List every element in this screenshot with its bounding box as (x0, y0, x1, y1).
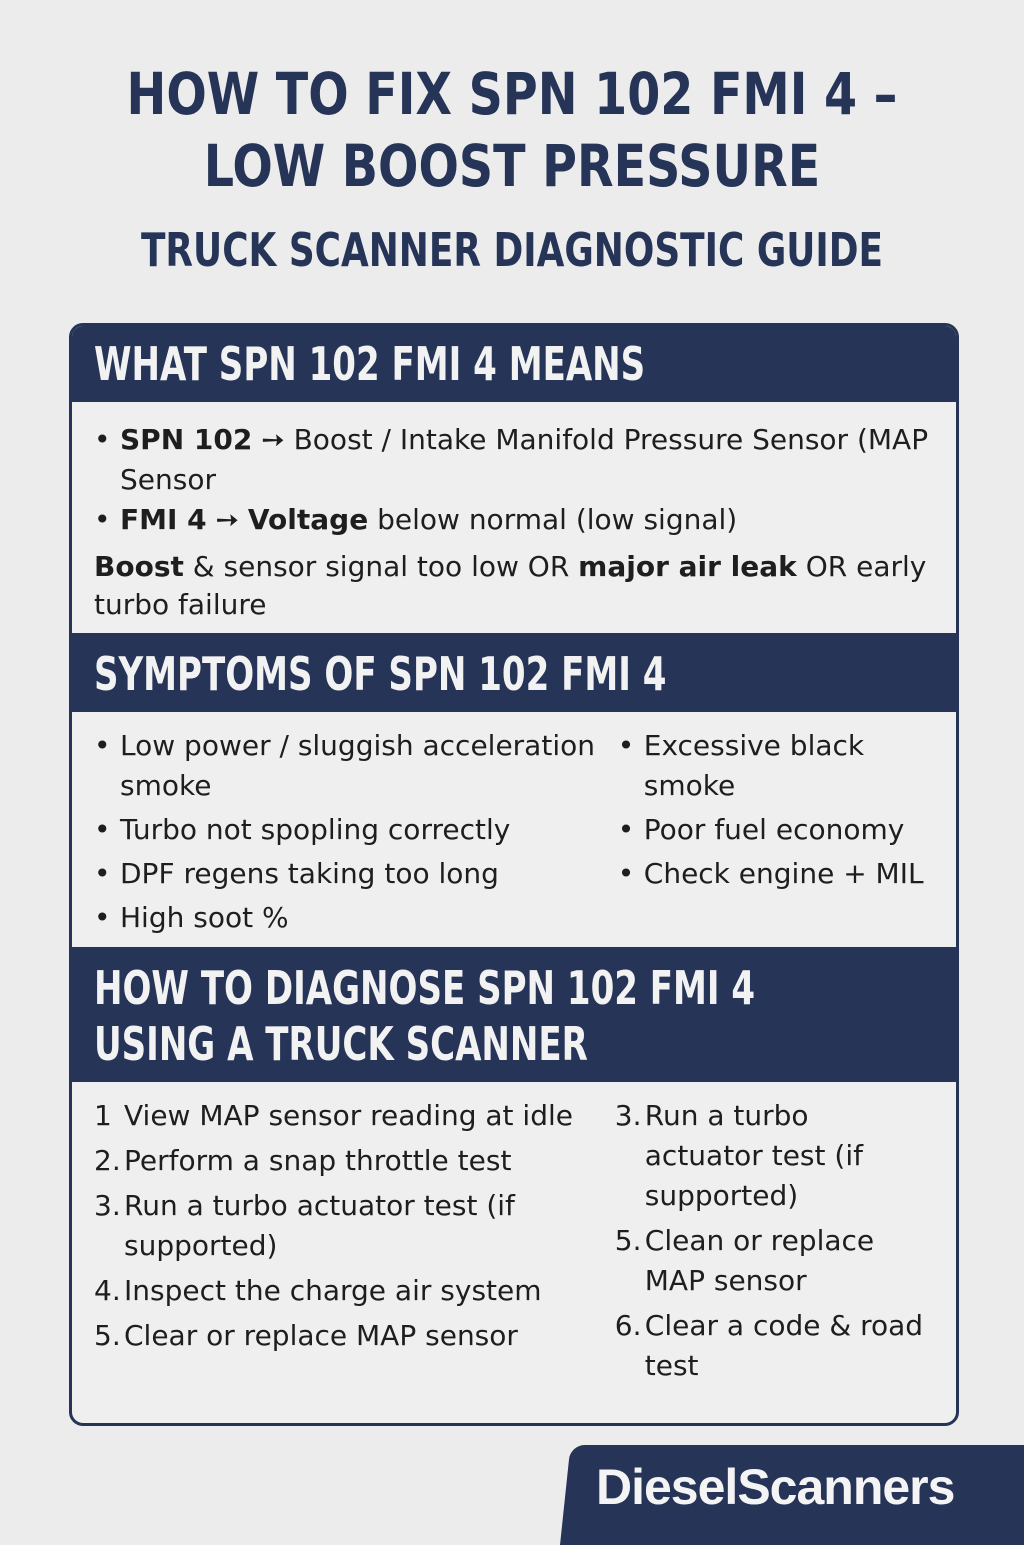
step-number: 2. (94, 1144, 121, 1177)
page-title-line-2: LOW BOOST PRESSURE (203, 132, 821, 200)
step-item (94, 1141, 615, 1181)
term-emphasis: Voltage (247, 503, 369, 536)
note-bold: major air leak (578, 550, 797, 583)
list-item: • Turbo not spopling correctly (94, 810, 618, 850)
step-text: Run a turbo actuator test (if supported) (644, 1099, 863, 1212)
section-body-symptoms (72, 712, 956, 950)
section-title-line-2: USING A TRUCK SCANNER (94, 1017, 588, 1071)
definition: Boost / Intake Manifold Pressure Sensor (MAP Sensor (120, 423, 929, 496)
list-item: • Poor fuel economy (618, 810, 934, 850)
step-number: 1 (94, 1099, 112, 1132)
symptoms-left-column (94, 726, 618, 947)
list-item: • Low power / sluggish acceleration smoke (94, 726, 618, 806)
note-text: OR early turbo failure (94, 550, 927, 621)
list-item: • High soot % (94, 898, 618, 938)
list-item: • Check engine + MIL (618, 854, 934, 894)
steps-right-column (615, 1096, 934, 1391)
definition: below normal (low signal) (368, 503, 738, 536)
symptoms-right-column (618, 726, 934, 947)
step-number: 4. (94, 1274, 121, 1307)
step-text: Clear or replace MAP sensor (124, 1319, 518, 1352)
section-title-line-1: HOW TO DIAGNOSE SPN 102 FMI 4 (94, 961, 756, 1015)
section-header-symptoms (72, 636, 956, 712)
note-text: & sensor signal too low OR (183, 550, 579, 583)
step-text: Clean or replace MAP sensor (644, 1224, 875, 1297)
section-header-diagnose (72, 950, 956, 1082)
step-text: Clear a code & road test (644, 1309, 924, 1382)
step-item (615, 1221, 934, 1301)
title-block (0, 58, 1024, 278)
list-item: • DPF regens taking too long (94, 854, 618, 894)
step-item (94, 1096, 615, 1136)
step-text: Inspect the charge air system (124, 1274, 542, 1307)
brand-logo-text: DieselScanners (596, 1459, 955, 1515)
step-item (94, 1186, 615, 1266)
list-item (94, 500, 934, 540)
step-number: 5. (94, 1319, 121, 1352)
page-title-line-1: HOW TO FIX SPN 102 FMI 4 – (126, 60, 898, 128)
list-item: • Excessive black smoke (618, 726, 934, 806)
step-number: 3. (614, 1099, 642, 1132)
step-item (94, 1316, 615, 1356)
summary-note (94, 548, 934, 624)
step-item (615, 1306, 934, 1386)
step-text: Perform a snap throttle test (124, 1144, 512, 1177)
section-title: WHAT SPN 102 FMI 4 MEANS (94, 337, 646, 391)
section-header-meaning (72, 326, 956, 402)
section-body-meaning (72, 402, 956, 636)
step-text: Run a turbo actuator test (if supported) (124, 1189, 515, 1262)
section-title: SYMPTOMS OF SPN 102 FMI 4 (94, 647, 667, 701)
step-number: 5. (614, 1224, 642, 1257)
guide-card (69, 323, 959, 1426)
step-item (94, 1271, 615, 1311)
arrow-icon: ➙ (252, 423, 294, 456)
step-text: View MAP sensor reading at idle (124, 1099, 573, 1132)
arrow-icon: ➙ (206, 503, 248, 536)
page-subtitle: TRUCK SCANNER DIAGNOSTIC GUIDE (140, 223, 884, 277)
note-bold: Boost (94, 550, 184, 583)
step-item (615, 1096, 934, 1216)
section-body-diagnose (72, 1082, 956, 1391)
steps-left-column (94, 1096, 615, 1391)
list-item (94, 420, 934, 500)
term: FMI 4 (120, 503, 207, 536)
step-number: 3. (94, 1189, 121, 1222)
term: SPN 102 (120, 423, 253, 456)
step-number: 6. (614, 1309, 642, 1342)
